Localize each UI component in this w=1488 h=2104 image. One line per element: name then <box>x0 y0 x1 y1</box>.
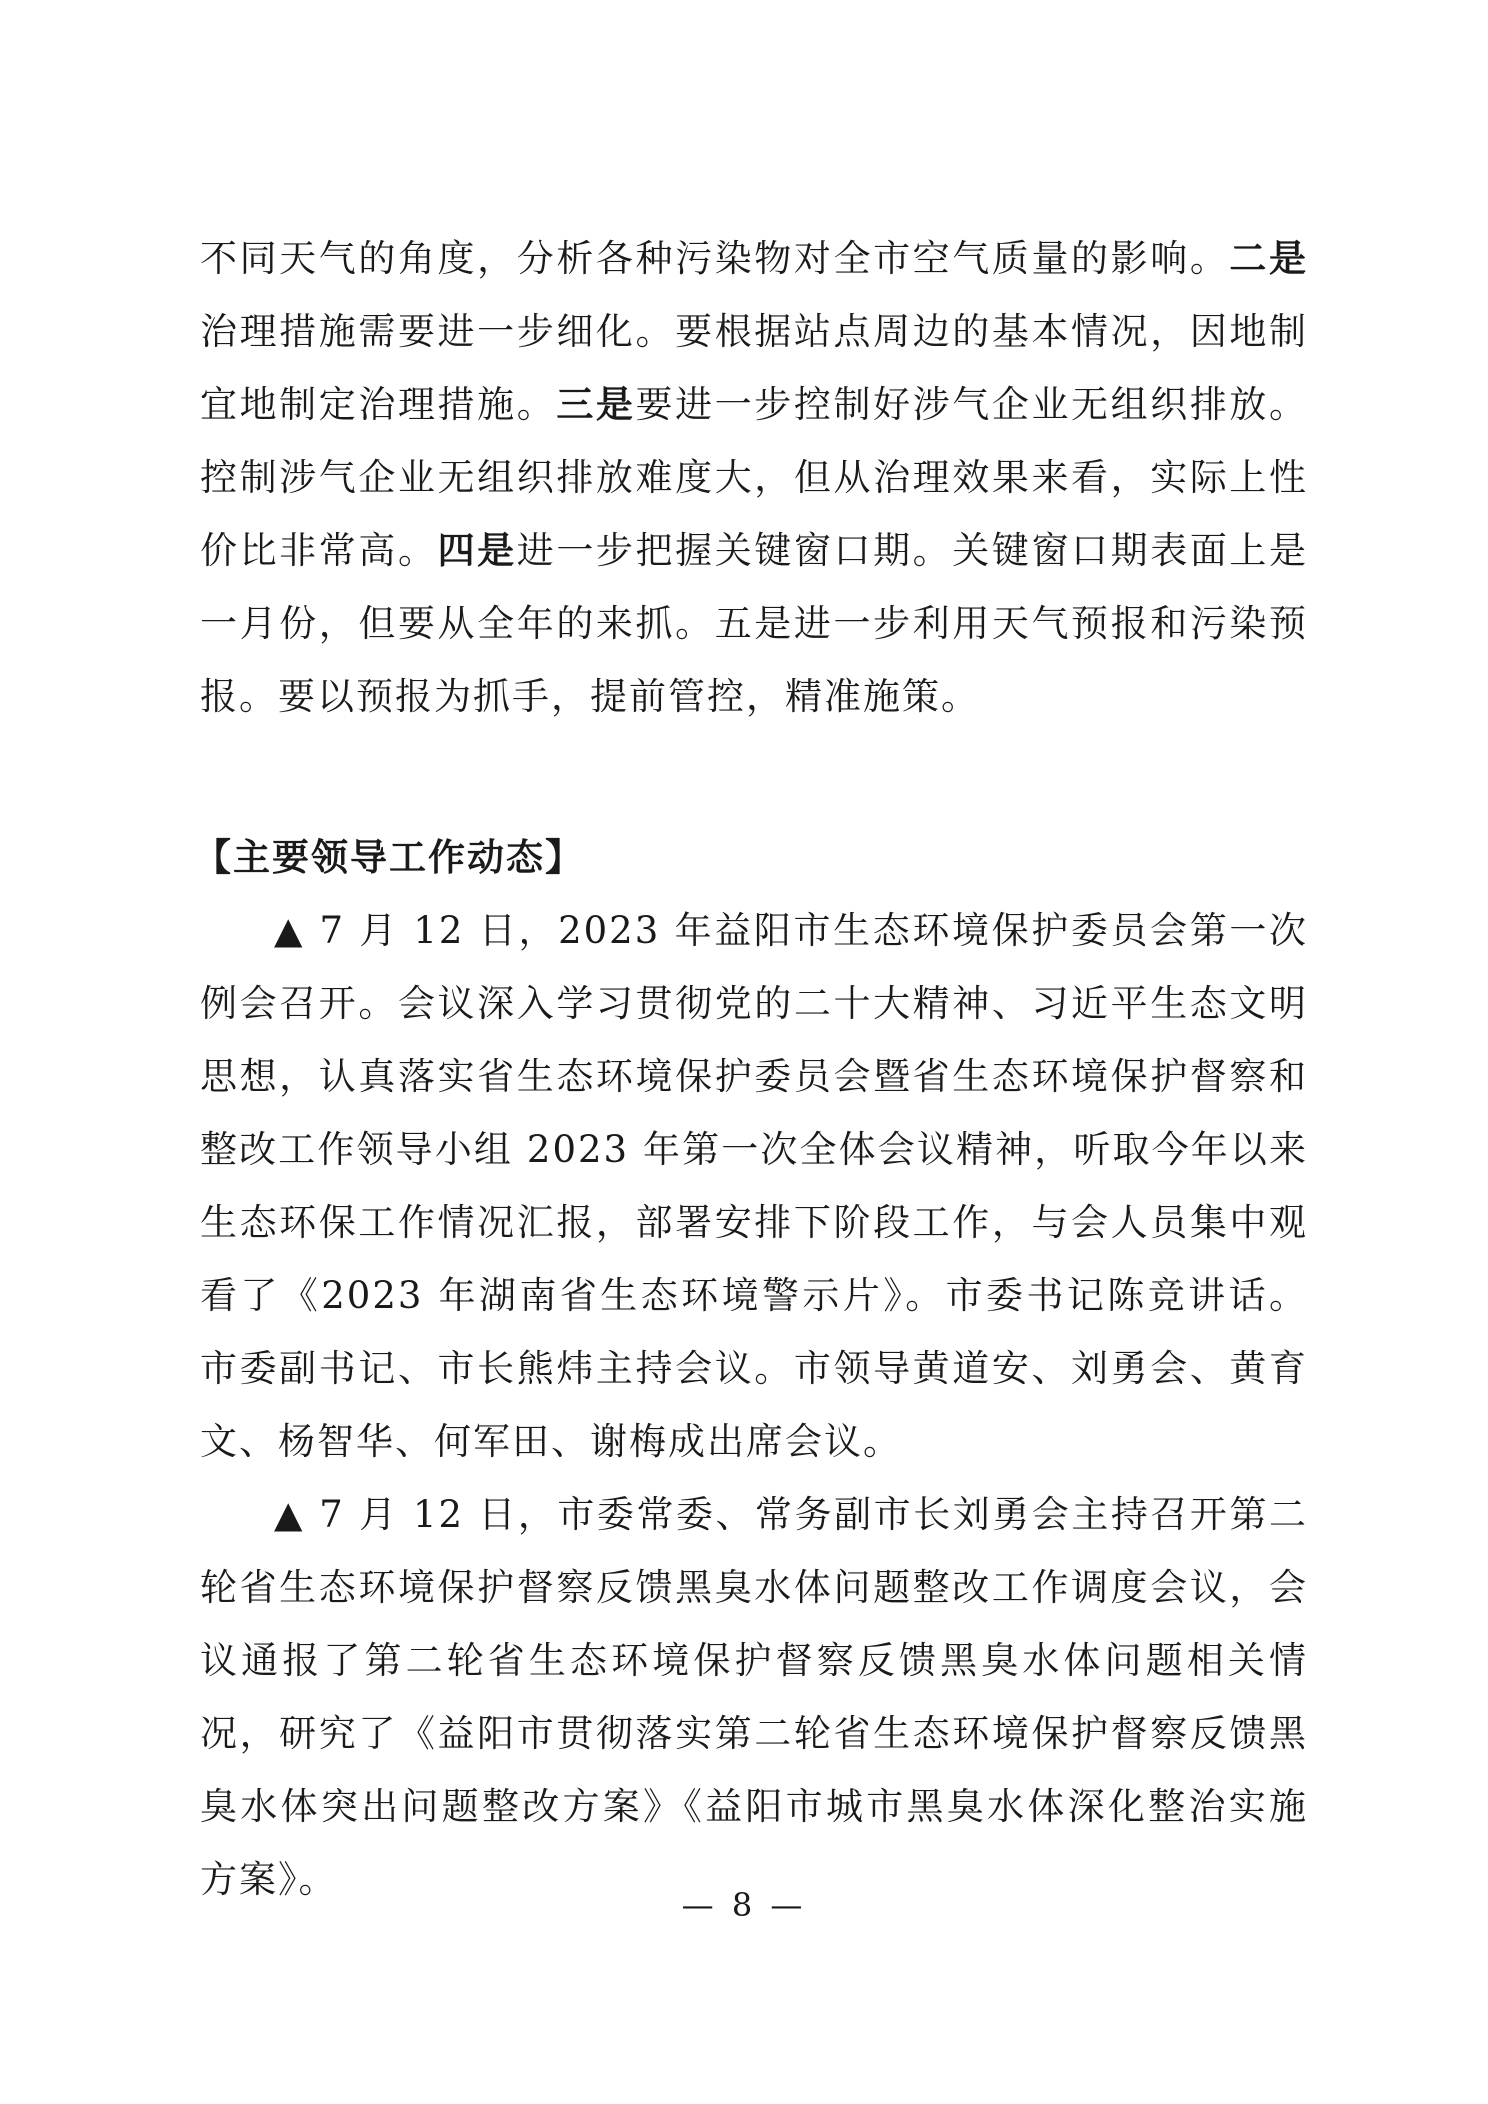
intro-sentence-3: 要进一步控制好涉气企业无组织排放。控制涉气企业无组织排放难度大，但从治理效果来看，实际上性价比非常高。 <box>200 383 1309 572</box>
news-item: ▲ 7 月 12 日，2023 年益阳市生态环境保护委员会第一次例会召开。会议深入学习贯彻党的二十大精神、习近平生态文明思想，认真落实省生态环境保护委员会暨省生态环境保护督察和整改工作领导小组 2023 年第一次全体会议精神，听取今年以来生态环保工作情况汇报，部署安排下阶段工作，与会人员集中观看了《2023 年湖南省生态环境警示片》。市委书记陈竞讲话。市委副书记、市长熊炜主持会议。市领导黄道安、刘勇会、黄育文、杨智华、何军田、谢梅成出席会议。 <box>200 909 1308 1463</box>
section-spacer <box>200 733 1308 821</box>
point-four-label: 四是 <box>437 529 517 572</box>
intro-sentence-1: 不同天气的角度，分析各种污染物对全市空气质量的影响。 <box>200 237 1230 280</box>
point-two-label: 二是 <box>1229 237 1308 280</box>
news-item: ▲ 7 月 12 日，市委常委、常务副市长刘勇会主持召开第二轮省生态环境保护督察反馈黑臭水体问题整改工作调度会议，会议通报了第二轮省生态环境保护督察反馈黑臭水体问题相关情况，研究了《益阳市贯彻落实第二轮省生态环境保护督察反馈黑臭水体突出问题整改方案》《益阳市城市黑臭水体深化整治实施方案》。 <box>200 1493 1308 1901</box>
page-content <box>194 222 1309 1916</box>
intro-sentence-2: 治理措施需要进一步细化。要根据站点周边的基本情况，因地制宜地制定治理措施。 <box>200 310 1308 426</box>
intro-sentence-4: 进一步把握关键窗口期。关键窗口期表面上是一月份，但要从全年的来抓。五是进一步利用天气预报和污染预报。要以预报为抓手，提前管控，精准施策。 <box>200 529 1309 718</box>
page-number: — 8 — <box>681 1886 807 1924</box>
point-three-label: 三是 <box>556 383 636 426</box>
section-heading: 【主要领导工作动态】 <box>194 836 584 879</box>
intro-paragraph <box>200 222 1308 733</box>
